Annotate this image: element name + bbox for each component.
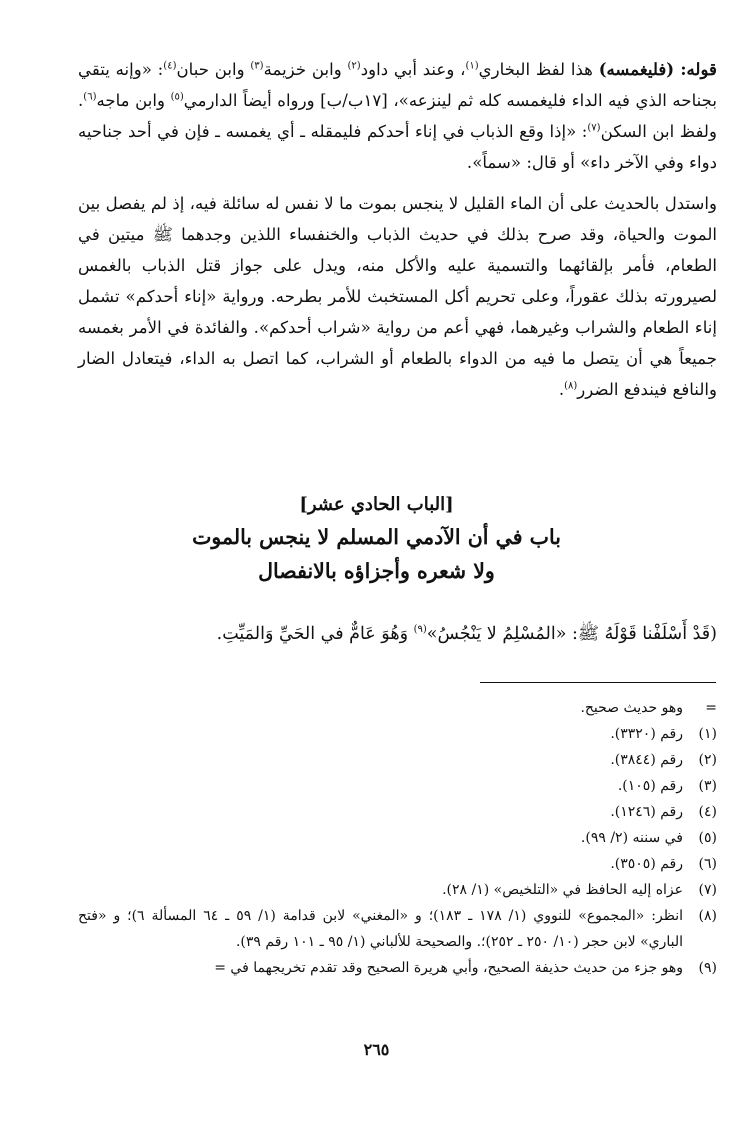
footnote-text: رقم (٣٨٤٤). [610, 752, 683, 768]
footnote-text: رقم (٣٣٢٠). [610, 726, 683, 742]
footnote-text: وهو حديث صحيح. [580, 700, 683, 716]
text-run: ، وعند أبي داود [360, 60, 466, 79]
footnote [78, 799, 717, 825]
footnote-mark: (٩) [698, 960, 717, 976]
text-run: وابن حبان [176, 60, 251, 79]
footnote-ref[interactable]: (٢) [347, 60, 361, 72]
footnote-text: رقم (١٠٥). [617, 778, 683, 794]
page-number: ٢٦٥ [363, 1040, 390, 1059]
footnote-mark: (٢) [698, 752, 717, 768]
footnote-mark: (٣) [698, 778, 717, 794]
text-run: هذا لفظ البخاري [478, 60, 599, 79]
footnote-text: رقم (٣٥٠٥). [610, 856, 683, 872]
text-run: (قَدْ أَسْلَفْنا قَوْلَهُ ﷺ: «المُسْلِمُ لا يَنْجُسُ» [426, 624, 717, 644]
text-run: : «وإنه يتقي بجناحه الذي فيه الداء فليغمسه كله ثم لينزعه»، [١٧ب/ب] ورواه أيضاً الدارمي [78, 60, 717, 110]
text-run: . [558, 380, 565, 399]
footnote-ref[interactable]: (٦) [83, 91, 97, 103]
footnote-text: في سننه (٢/ ٩٩). [580, 830, 683, 846]
chapter-label: [الباب الحادي عشر] [299, 494, 454, 515]
footnote-text: انظر: «المجموع» للنووي (١/ ١٧٨ ـ ١٨٣)؛ و «المغني» لابن قدامة (١/ ٥٩ ـ ٦٤ المسألة ٦)؛ و «فتح الباري» لابن حجر (١٠/ ٢٥٠ ـ ٢٥٢)؛. والصحيحة للألباني (١/ ٩٥ ـ ١٠١ رقم ٣٩). [78, 908, 683, 950]
footnote [78, 903, 717, 955]
footnote [78, 877, 717, 903]
chapter-title-line-1: باب في أن الآدمي المسلم لا ينجس بالموت [192, 525, 561, 549]
paragraph-inference [78, 188, 717, 405]
footnote-text: عزاه إليه الحافظ في «التلخيص» (١/ ٢٨). [442, 882, 683, 898]
footnote-ref[interactable]: (٨) [564, 380, 578, 392]
footnote-mark: = [705, 700, 717, 716]
footnote [78, 851, 717, 877]
footnote [78, 747, 717, 773]
footnote-mark: (٧) [698, 882, 717, 898]
text-run: . ولفظ ابن السكن [78, 91, 718, 141]
paragraph-lead: قوله: (فليغمسه) [598, 59, 717, 79]
text-run: وابن ماجه [96, 91, 171, 110]
footnote-mark: (٨) [698, 908, 717, 924]
footnote-ref[interactable]: (١) [465, 60, 479, 72]
text-run: وَهُوَ عَامٌّ في الحَيِّ وَالمَيِّتِ. [216, 624, 414, 644]
footnote [78, 773, 717, 799]
main-text [78, 54, 717, 415]
text-run: واستدل بالحديث على أن الماء القليل لا ينجس بموت ما لا نفس له سائلة فيه، إذ لم يفصل بين الموت والحياة، وقد صرح بذلك في حديث الذباب والخنفساء اللذين وجدهما ﷺ ميتين في الطعام، فأمر بإلقائهما والتسمية عليه والأكل منه، ويدل على جواز قتل الذباب بالغمس لصيرورته بذلك عقوراً، وعلى تحريم أكل المستخبث للأمر بطرحه. ورواية «إناء أحدكم» تشمل إناء الطعام والشراب وغيرهما، فهي أعم من رواية «شراب أحدكم». والفائدة في الأمر بغمسه جميعاً هي أن يتصل ما فيه من الدواء بالطعام أو الشراب، كما اتصل به الداء، فيتعادل الضار والنافع فيندفع الضرر [78, 194, 717, 399]
footnote [78, 695, 717, 721]
chapter-intro [40, 618, 717, 650]
footnote [78, 825, 717, 851]
footnote-mark: (٥) [698, 830, 717, 846]
paragraph-hadith-commentary [78, 54, 717, 178]
footnote-ref[interactable]: (٣) [250, 60, 264, 72]
text-run: : «إذا وقع الذباب في إناء أحدكم فليمقله ـ أي يغمسه ـ فإن في أحد جناحيه دواء وفي الآخر داء» أو قال: «سماً». [78, 122, 717, 172]
chapter-title-line-2: ولا شعره وأجزاؤه بالانفصال [258, 559, 495, 583]
footnote-ref[interactable]: (٧) [587, 122, 601, 134]
footnote-mark: (٤) [698, 804, 717, 820]
footnote-ref[interactable]: (٥) [170, 91, 184, 103]
footnote-text: رقم (١٢٤٦). [610, 804, 683, 820]
footnote [78, 955, 717, 981]
footnote-ref[interactable]: (٩) [413, 624, 427, 636]
footnote-ref[interactable]: (٤) [163, 60, 177, 72]
footnote [78, 721, 717, 747]
footnote-text: وهو جزء من حديث حذيفة الصحيح، وأبي هريرة الصحيح وقد تقدم تخريجهما في = [214, 960, 683, 976]
footnotes [78, 695, 717, 981]
footnote-separator [480, 682, 716, 683]
footnote-mark: (١) [698, 726, 717, 742]
footnote-mark: (٦) [698, 856, 717, 872]
text-run: وابن خزيمة [263, 60, 348, 79]
chapter-heading [40, 490, 713, 588]
